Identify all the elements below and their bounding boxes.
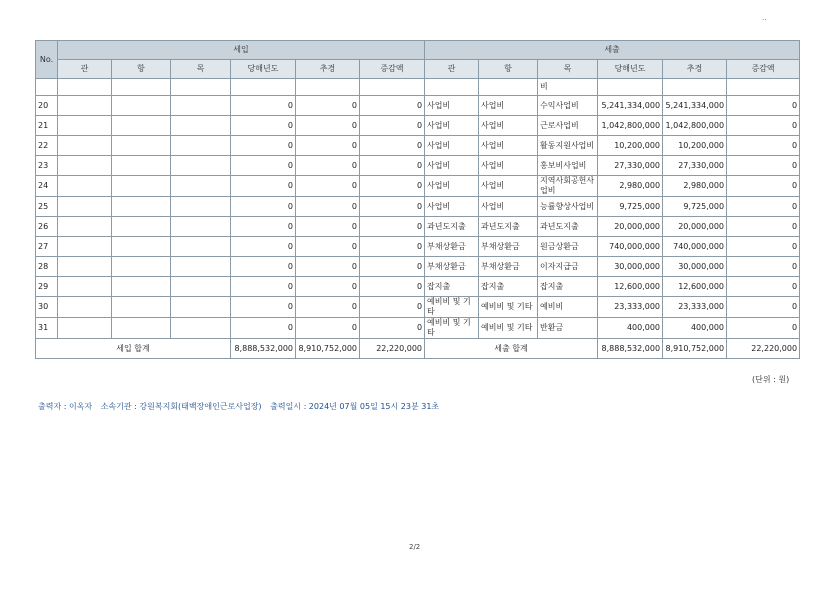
expense-supplementary-cell: 740,000,000 <box>663 237 727 257</box>
expense-mok-cell: 활동지원사업비 <box>538 136 598 156</box>
subheader-expense-col: 목 <box>538 60 598 79</box>
expense-supplementary-cell: 400,000 <box>663 318 727 339</box>
income-supplementary-cell <box>296 79 360 96</box>
footer-printed-at: 출력일시 : 2024년 07월 05일 15시 23분 31초 <box>270 402 440 411</box>
income-current-cell: 0 <box>231 257 296 277</box>
expense-current-cell: 740,000,000 <box>598 237 663 257</box>
income-difference-cell <box>360 79 425 96</box>
expense-difference-cell: 0 <box>727 297 800 318</box>
subheader-expense-col: 당해년도 <box>598 60 663 79</box>
expense-gwan-cell: 잡지출 <box>425 277 479 297</box>
expense-gwan-cell: 부채상환금 <box>425 237 479 257</box>
table-row <box>36 96 800 116</box>
table-body <box>36 79 800 339</box>
expense-total-current: 8,888,532,000 <box>598 339 663 359</box>
row-number: 25 <box>36 197 58 217</box>
income-gwan-cell <box>58 277 112 297</box>
income-mok-cell <box>171 257 231 277</box>
expense-gwan-cell: 예비비 및 기타 <box>425 297 479 318</box>
income-mok-cell <box>171 79 231 96</box>
income-supplementary-cell: 0 <box>296 176 360 197</box>
expense-mok-cell: 수익사업비 <box>538 96 598 116</box>
row-number: 28 <box>36 257 58 277</box>
table-row <box>36 136 800 156</box>
expense-hang-cell: 사업비 <box>479 116 538 136</box>
expense-hang-cell: 사업비 <box>479 96 538 116</box>
expense-difference-cell: 0 <box>727 237 800 257</box>
income-supplementary-cell: 0 <box>296 96 360 116</box>
income-current-cell: 0 <box>231 277 296 297</box>
expense-gwan-cell: 사업비 <box>425 156 479 176</box>
subheader-expense-col: 항 <box>479 60 538 79</box>
expense-mok-cell: 비 <box>538 79 598 96</box>
table-row <box>36 116 800 136</box>
subheader-expense-col: 관 <box>425 60 479 79</box>
income-gwan-cell <box>58 156 112 176</box>
expense-supplementary-cell: 30,000,000 <box>663 257 727 277</box>
expense-supplementary-cell: 2,980,000 <box>663 176 727 197</box>
income-supplementary-cell: 0 <box>296 156 360 176</box>
income-mok-cell <box>171 217 231 237</box>
subheader-income-col: 증감액 <box>360 60 425 79</box>
income-hang-cell <box>112 217 171 237</box>
income-mok-cell <box>171 96 231 116</box>
expense-supplementary-cell <box>663 79 727 96</box>
expense-gwan-cell: 사업비 <box>425 176 479 197</box>
expense-mok-cell: 과년도지출 <box>538 217 598 237</box>
footer-organization: 소속기관 : 강원복지회(태백장애인근로사업장) <box>100 402 262 411</box>
income-gwan-cell <box>58 136 112 156</box>
row-number: 26 <box>36 217 58 237</box>
subheader-income-col: 당해년도 <box>231 60 296 79</box>
expense-mok-cell: 예비비 <box>538 297 598 318</box>
row-number: 21 <box>36 116 58 136</box>
income-hang-cell <box>112 297 171 318</box>
income-hang-cell <box>112 96 171 116</box>
expense-gwan-cell: 과년도지출 <box>425 217 479 237</box>
totals-row <box>36 339 800 359</box>
table-row <box>36 217 800 237</box>
income-current-cell: 0 <box>231 237 296 257</box>
income-supplementary-cell: 0 <box>296 297 360 318</box>
expense-mok-cell: 지역사회공헌사업비 <box>538 176 598 197</box>
expense-hang-cell: 예비비 및 기타 <box>479 297 538 318</box>
income-difference-cell: 0 <box>360 237 425 257</box>
income-hang-cell <box>112 237 171 257</box>
expense-supplementary-cell: 23,333,000 <box>663 297 727 318</box>
income-mok-cell <box>171 197 231 217</box>
table-row <box>36 297 800 318</box>
expense-current-cell: 400,000 <box>598 318 663 339</box>
income-difference-cell: 0 <box>360 297 425 318</box>
expense-hang-cell: 사업비 <box>479 156 538 176</box>
income-mok-cell <box>171 156 231 176</box>
income-supplementary-cell: 0 <box>296 237 360 257</box>
expense-current-cell: 9,725,000 <box>598 197 663 217</box>
income-supplementary-cell: 0 <box>296 277 360 297</box>
expense-supplementary-cell: 20,000,000 <box>663 217 727 237</box>
income-total-difference: 22,220,000 <box>360 339 425 359</box>
income-difference-cell: 0 <box>360 96 425 116</box>
expense-hang-cell: 사업비 <box>479 136 538 156</box>
expense-gwan-cell: 사업비 <box>425 136 479 156</box>
income-total-supplementary: 8,910,752,000 <box>296 339 360 359</box>
income-difference-cell: 0 <box>360 318 425 339</box>
expense-difference-cell: 0 <box>727 176 800 197</box>
income-gwan-cell <box>58 217 112 237</box>
subheader-income-col: 항 <box>112 60 171 79</box>
income-gwan-cell <box>58 96 112 116</box>
income-total-current: 8,888,532,000 <box>231 339 296 359</box>
expense-current-cell: 20,000,000 <box>598 217 663 237</box>
expense-hang-cell: 잡지출 <box>479 277 538 297</box>
row-number: 31 <box>36 318 58 339</box>
income-hang-cell <box>112 116 171 136</box>
income-total-label: 세입 합계 <box>36 339 231 359</box>
income-hang-cell <box>112 136 171 156</box>
income-supplementary-cell: 0 <box>296 197 360 217</box>
income-supplementary-cell: 0 <box>296 116 360 136</box>
income-current-cell: 0 <box>231 176 296 197</box>
expense-current-cell: 10,200,000 <box>598 136 663 156</box>
income-supplementary-cell: 0 <box>296 217 360 237</box>
income-difference-cell: 0 <box>360 136 425 156</box>
expense-mok-cell: 이자지급금 <box>538 257 598 277</box>
income-gwan-cell <box>58 176 112 197</box>
print-footer <box>38 401 445 412</box>
expense-total-label: 세출 합계 <box>425 339 598 359</box>
subheader-income-col: 추경 <box>296 60 360 79</box>
income-current-cell: 0 <box>231 156 296 176</box>
expense-gwan-cell: 사업비 <box>425 116 479 136</box>
table-row <box>36 237 800 257</box>
expense-current-cell: 23,333,000 <box>598 297 663 318</box>
page-number: 2/2 <box>409 543 421 551</box>
income-difference-cell: 0 <box>360 156 425 176</box>
table-row <box>36 79 800 96</box>
income-supplementary-cell: 0 <box>296 318 360 339</box>
subheader-income-col: 관 <box>58 60 112 79</box>
expense-gwan-cell: 부채상환금 <box>425 257 479 277</box>
income-difference-cell: 0 <box>360 176 425 197</box>
income-difference-cell: 0 <box>360 116 425 136</box>
budget-table <box>35 40 800 359</box>
expense-hang-cell: 사업비 <box>479 197 538 217</box>
income-gwan-cell <box>58 237 112 257</box>
income-mok-cell <box>171 116 231 136</box>
income-current-cell: 0 <box>231 297 296 318</box>
income-gwan-cell <box>58 116 112 136</box>
subheader-expense-col: 증감액 <box>727 60 800 79</box>
income-difference-cell: 0 <box>360 197 425 217</box>
expense-difference-cell: 0 <box>727 116 800 136</box>
income-mok-cell <box>171 318 231 339</box>
income-hang-cell <box>112 318 171 339</box>
expense-gwan-cell: 예비비 및 기타 <box>425 318 479 339</box>
footer-printer: 출력자 : 이옥자 <box>38 402 93 411</box>
row-number: 20 <box>36 96 58 116</box>
expense-supplementary-cell: 1,042,800,000 <box>663 116 727 136</box>
income-hang-cell <box>112 176 171 197</box>
expense-supplementary-cell: 5,241,334,000 <box>663 96 727 116</box>
header-expense: 세출 <box>425 41 800 60</box>
expense-current-cell: 5,241,334,000 <box>598 96 663 116</box>
income-difference-cell: 0 <box>360 277 425 297</box>
income-current-cell: 0 <box>231 197 296 217</box>
expense-supplementary-cell: 12,600,000 <box>663 277 727 297</box>
table-row <box>36 176 800 197</box>
table-row <box>36 277 800 297</box>
income-supplementary-cell: 0 <box>296 136 360 156</box>
corner-mark: .. <box>762 14 767 22</box>
expense-difference-cell: 0 <box>727 257 800 277</box>
subheader-row <box>36 60 800 79</box>
table-row <box>36 318 800 339</box>
subheader-income-col: 목 <box>171 60 231 79</box>
expense-difference-cell: 0 <box>727 277 800 297</box>
income-gwan-cell <box>58 197 112 217</box>
income-mok-cell <box>171 176 231 197</box>
expense-current-cell: 27,330,000 <box>598 156 663 176</box>
row-number: 24 <box>36 176 58 197</box>
expense-supplementary-cell: 27,330,000 <box>663 156 727 176</box>
row-number: 30 <box>36 297 58 318</box>
header-no: No. <box>36 41 58 79</box>
expense-hang-cell: 사업비 <box>479 176 538 197</box>
expense-hang-cell: 과년도지출 <box>479 217 538 237</box>
expense-hang-cell <box>479 79 538 96</box>
expense-supplementary-cell: 9,725,000 <box>663 197 727 217</box>
row-number: 29 <box>36 277 58 297</box>
table-row <box>36 197 800 217</box>
row-number: 23 <box>36 156 58 176</box>
expense-mok-cell: 능률향상사업비 <box>538 197 598 217</box>
unit-note: (단위 : 원) <box>752 375 790 384</box>
expense-difference-cell: 0 <box>727 318 800 339</box>
expense-difference-cell: 0 <box>727 156 800 176</box>
expense-supplementary-cell: 10,200,000 <box>663 136 727 156</box>
income-hang-cell <box>112 79 171 96</box>
expense-gwan-cell <box>425 79 479 96</box>
income-current-cell: 0 <box>231 217 296 237</box>
income-mok-cell <box>171 136 231 156</box>
expense-current-cell: 30,000,000 <box>598 257 663 277</box>
income-mok-cell <box>171 277 231 297</box>
row-number <box>36 79 58 96</box>
expense-current-cell <box>598 79 663 96</box>
expense-current-cell: 2,980,000 <box>598 176 663 197</box>
expense-difference-cell: 0 <box>727 136 800 156</box>
expense-gwan-cell: 사업비 <box>425 96 479 116</box>
income-gwan-cell <box>58 297 112 318</box>
expense-difference-cell: 0 <box>727 96 800 116</box>
expense-mok-cell: 홍보비사업비 <box>538 156 598 176</box>
expense-difference-cell <box>727 79 800 96</box>
income-mok-cell <box>171 297 231 318</box>
income-gwan-cell <box>58 257 112 277</box>
income-hang-cell <box>112 277 171 297</box>
income-supplementary-cell: 0 <box>296 257 360 277</box>
expense-mok-cell: 반환금 <box>538 318 598 339</box>
header-income: 세입 <box>58 41 425 60</box>
income-current-cell: 0 <box>231 116 296 136</box>
income-hang-cell <box>112 257 171 277</box>
income-gwan-cell <box>58 318 112 339</box>
income-hang-cell <box>112 197 171 217</box>
expense-mok-cell: 잡지출 <box>538 277 598 297</box>
expense-current-cell: 12,600,000 <box>598 277 663 297</box>
expense-current-cell: 1,042,800,000 <box>598 116 663 136</box>
expense-hang-cell: 부채상환금 <box>479 237 538 257</box>
expense-difference-cell: 0 <box>727 217 800 237</box>
expense-gwan-cell: 사업비 <box>425 197 479 217</box>
expense-total-difference: 22,220,000 <box>727 339 800 359</box>
income-current-cell: 0 <box>231 318 296 339</box>
income-current-cell: 0 <box>231 136 296 156</box>
row-number: 22 <box>36 136 58 156</box>
income-mok-cell <box>171 237 231 257</box>
income-current-cell <box>231 79 296 96</box>
table-row <box>36 156 800 176</box>
expense-difference-cell: 0 <box>727 197 800 217</box>
expense-mok-cell: 원금상환금 <box>538 237 598 257</box>
income-difference-cell: 0 <box>360 217 425 237</box>
income-gwan-cell <box>58 79 112 96</box>
expense-hang-cell: 부채상환금 <box>479 257 538 277</box>
expense-hang-cell: 예비비 및 기타 <box>479 318 538 339</box>
expense-total-supplementary: 8,910,752,000 <box>663 339 727 359</box>
expense-mok-cell: 근로사업비 <box>538 116 598 136</box>
subheader-expense-col: 추경 <box>663 60 727 79</box>
income-hang-cell <box>112 156 171 176</box>
table-row <box>36 257 800 277</box>
income-current-cell: 0 <box>231 96 296 116</box>
income-difference-cell: 0 <box>360 257 425 277</box>
row-number: 27 <box>36 237 58 257</box>
